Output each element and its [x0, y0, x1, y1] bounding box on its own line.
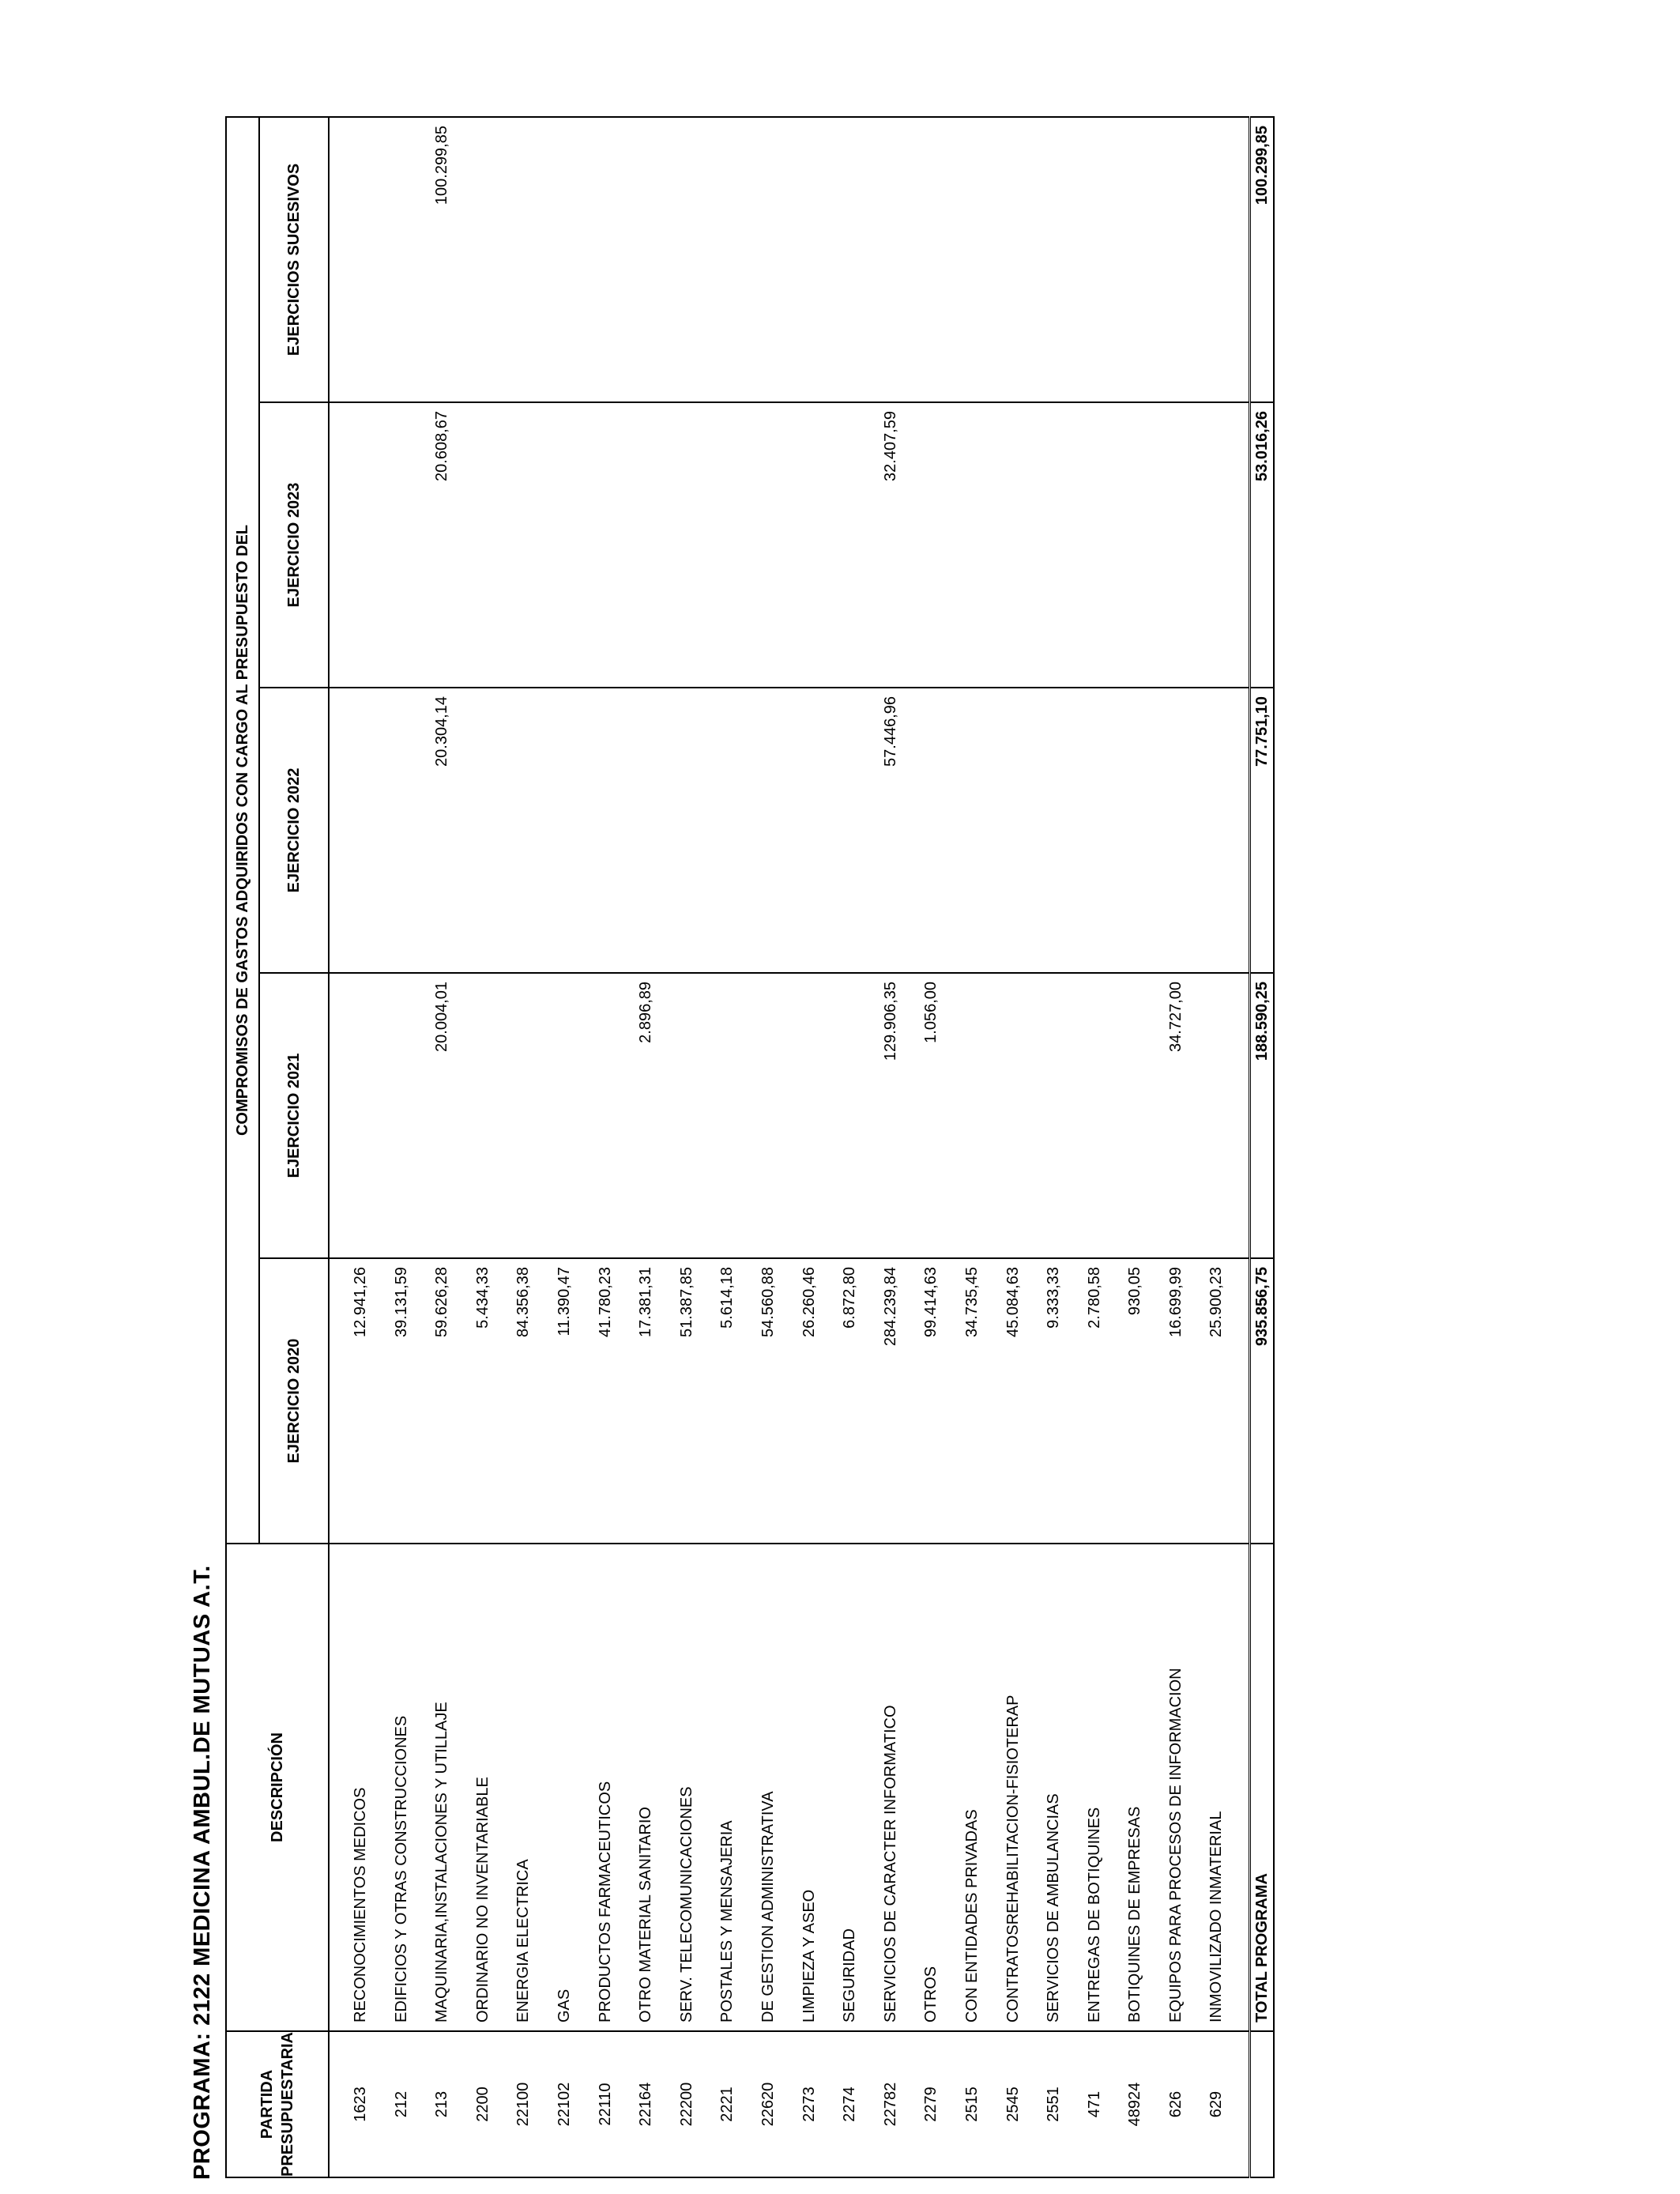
value-2021: [382, 974, 423, 1257]
value-2021: [1196, 974, 1237, 1257]
row-description: OTROS: [922, 1966, 940, 2022]
value-2021: 129.906,35: [881, 982, 899, 1061]
value-2020: 930,05: [1126, 1267, 1144, 1316]
value-sucesivos: [382, 118, 423, 401]
value-2022: [626, 688, 667, 972]
row-description: SERV. TELECOMUNICACIONES: [677, 1786, 695, 2022]
partida-code: 22200: [677, 2082, 695, 2127]
value-2023: [586, 403, 627, 687]
value-2023: [341, 403, 382, 687]
partida-code: 213: [433, 2090, 451, 2118]
row-description: CON ENTIDADES PRIVADAS: [962, 1809, 981, 2022]
value-2021: [830, 974, 871, 1257]
row-description: ORDINARIO NO INVENTARIABLE: [473, 1777, 492, 2022]
value-2021: [667, 974, 708, 1257]
value-2023: [1156, 403, 1197, 687]
value-2021: [993, 974, 1034, 1257]
row-description: DE GESTION ADMINISTRATIVA: [759, 1791, 777, 2022]
value-2021: [1075, 974, 1116, 1257]
partida-code: 629: [1207, 2090, 1226, 2118]
partida-code: 471: [1085, 2090, 1103, 2118]
value-sucesivos: [707, 118, 748, 401]
value-2023: [667, 403, 708, 687]
total-label: TOTAL PROGRAMA: [1250, 1544, 1275, 2031]
header-descripcion: DESCRIPCIÓN: [226, 1544, 329, 2031]
value-sucesivos: [993, 118, 1034, 401]
value-sucesivos: [1156, 118, 1197, 401]
partida-code: 2273: [800, 2087, 818, 2122]
value-2021: [707, 974, 748, 1257]
row-description: EQUIPOS PARA PROCESOS DE INFORMACION: [1166, 1668, 1185, 2022]
value-sucesivos: [586, 118, 627, 401]
total-code-cell: [1250, 2031, 1275, 2177]
value-2020: 6.872,80: [841, 1267, 859, 1329]
total-2022: 77.751,10: [1250, 688, 1275, 973]
value-2021: [789, 974, 831, 1257]
row-description: LIMPIEZA Y ASEO: [800, 1889, 818, 2022]
row-description: SEGURIDAD: [841, 1928, 859, 2022]
value-2022: [707, 688, 748, 972]
value-2023: [1196, 403, 1237, 687]
value-2023: [789, 403, 831, 687]
value-2023: 20.608,67: [433, 411, 451, 481]
value-sucesivos: [544, 118, 586, 401]
value-2021: [544, 974, 586, 1257]
partida-code: 22102: [555, 2082, 573, 2127]
row-description: BOTIQUINES DE EMPRESAS: [1126, 1806, 1144, 2022]
header-partida-line2: PRESUPUESTARIA: [279, 2032, 296, 2177]
total-2021: 188.590,25: [1250, 973, 1275, 1258]
row-description: PRODUCTOS FARMACEUTICOS: [596, 1781, 614, 2022]
value-2020: 5.434,33: [473, 1267, 492, 1329]
value-2023: [1034, 403, 1075, 687]
value-2022: [667, 688, 708, 972]
partida-code: 2274: [841, 2087, 859, 2122]
value-2023: [748, 403, 789, 687]
header-ejercicio-2023: EJERCICIO 2023: [259, 402, 329, 688]
value-2023: [503, 403, 544, 687]
value-sucesivos: [1075, 118, 1116, 401]
value-2020: 9.333,33: [1045, 1267, 1063, 1329]
value-sucesivos: [871, 118, 912, 401]
value-sucesivos: [911, 118, 952, 401]
ejercicio-2020-column: [329, 1258, 1237, 1544]
row-description: ENERGIA ELECTRICA: [514, 1859, 533, 2022]
value-2022: 20.304,14: [433, 696, 451, 767]
partida-code: 22164: [637, 2082, 655, 2127]
value-2022: [1196, 688, 1237, 972]
partida-code: 2221: [718, 2087, 736, 2122]
value-2021: 34.727,00: [1166, 982, 1185, 1052]
header-ejercicio-2021: EJERCICIO 2021: [259, 973, 329, 1258]
value-2022: [1156, 688, 1197, 972]
header-partida: [226, 2031, 329, 2177]
total-2023: 53.016,26: [1250, 402, 1275, 688]
value-2023: [993, 403, 1034, 687]
row-description: ENTREGAS DE BOTIQUINES: [1085, 1807, 1103, 2022]
value-sucesivos: [789, 118, 831, 401]
row-description: MAQUINARIA,INSTALACIONES Y UTILLAJE: [433, 1702, 451, 2022]
partida-code: 22782: [881, 2082, 899, 2127]
partida-code: 22100: [514, 2082, 533, 2127]
row-description: GAS: [555, 1989, 573, 2022]
value-2020: 41.780,23: [596, 1267, 614, 1337]
value-2021: [1034, 974, 1075, 1257]
value-2020: 54.560,88: [759, 1267, 777, 1337]
value-2021: [341, 974, 382, 1257]
code-column: [329, 2031, 1237, 2177]
value-2020: 284.239,84: [881, 1267, 899, 1347]
total-2020: 935.856,75: [1250, 1258, 1275, 1544]
partida-code: 48924: [1126, 2082, 1144, 2127]
value-sucesivos: [1034, 118, 1075, 401]
total-sucesivos: 100.299,85: [1250, 117, 1275, 402]
value-sucesivos: [1196, 118, 1237, 401]
value-2020: 84.356,38: [514, 1267, 533, 1337]
value-2022: [503, 688, 544, 972]
spacer-row: [1237, 117, 1250, 2177]
value-2020: 11.390,47: [555, 1267, 573, 1336]
row-description: POSTALES Y MENSAJERIA: [718, 1820, 736, 2022]
total-row: [1250, 117, 1275, 2177]
value-2020: 39.131,59: [392, 1267, 410, 1337]
value-2020: 16.699,99: [1166, 1267, 1185, 1337]
value-2023: [544, 403, 586, 687]
row-description: INMOVILIZADO INMATERIAL: [1207, 1811, 1226, 2022]
value-sucesivos: [830, 118, 871, 401]
value-2022: [544, 688, 586, 972]
value-2022: [1034, 688, 1075, 972]
value-2022: [789, 688, 831, 972]
value-2021: 1.056,00: [922, 982, 940, 1043]
value-sucesivos: 100.299,85: [433, 126, 451, 205]
value-sucesivos: [341, 118, 382, 401]
value-2022: [993, 688, 1034, 972]
ejercicio-2021-column: [329, 973, 1237, 1258]
value-2023: [382, 403, 423, 687]
value-2023: [830, 403, 871, 687]
value-2021: [748, 974, 789, 1257]
row-description: CONTRATOSREHABILITACION-FISIOTERAP: [1004, 1695, 1022, 2022]
value-2022: [586, 688, 627, 972]
value-2022: [748, 688, 789, 972]
value-2022: [341, 688, 382, 972]
value-2020: 45.084,63: [1004, 1267, 1022, 1337]
header-ejercicio-2020: EJERCICIO 2020: [259, 1258, 329, 1544]
header-ejercicios-sucesivos: EJERCICIOS SUCESIVOS: [259, 117, 329, 402]
value-2023: [952, 403, 993, 687]
ejercicios-sucesivos-column: [329, 117, 1237, 402]
ejercicio-2023-column: [329, 402, 1237, 688]
value-2020: 25.900,23: [1207, 1267, 1226, 1337]
value-2021: [586, 974, 627, 1257]
row-description: EDIFICIOS Y OTRAS CONSTRUCCIONES: [392, 1715, 410, 2022]
row-description: SERVICIOS DE AMBULANCIAS: [1045, 1793, 1063, 2022]
value-2020: 51.387,85: [677, 1267, 695, 1337]
value-sucesivos: [667, 118, 708, 401]
value-2022: [952, 688, 993, 972]
value-2022: [830, 688, 871, 972]
partida-code: 2279: [922, 2087, 940, 2122]
header-ejercicio-2022: EJERCICIO 2022: [259, 688, 329, 973]
partida-code: 1623: [352, 2087, 369, 2122]
value-2022: [1075, 688, 1116, 972]
value-2023: 32.407,59: [881, 411, 899, 481]
value-2021: [463, 974, 504, 1257]
value-2021: [503, 974, 544, 1257]
ejercicio-2022-column: [329, 688, 1237, 973]
value-sucesivos: [1115, 118, 1156, 401]
value-sucesivos: [626, 118, 667, 401]
partida-code: 22110: [596, 2083, 614, 2126]
budget-commitments-table: [225, 116, 1275, 2178]
value-2021: 20.004,01: [433, 982, 451, 1052]
program-title: PROGRAMA: 2122 MEDICINA AMBUL.DE MUTUAS A.T.: [190, 1565, 215, 2180]
value-2021: 2.896,89: [637, 982, 655, 1043]
value-2020: 17.381,31: [637, 1267, 655, 1337]
value-2020: 12.941,26: [352, 1267, 369, 1337]
row-description: SERVICIOS DE CARACTER INFORMATICO: [881, 1705, 899, 2022]
partida-code: 22620: [759, 2082, 777, 2127]
value-2023: [463, 403, 504, 687]
partida-code: 212: [392, 2090, 410, 2118]
value-2020: 99.414,63: [922, 1267, 940, 1337]
header-compromisos-group: COMPROMISOS DE GASTOS ADQUIRIDOS CON CARGO AL PRESUPUESTO DEL: [226, 117, 259, 1544]
partida-code: 2200: [473, 2087, 492, 2122]
value-2020: 59.626,28: [433, 1267, 451, 1337]
description-column: [329, 1544, 1237, 2031]
value-2023: [1075, 403, 1116, 687]
partida-code: 2545: [1004, 2087, 1022, 2122]
row-description: RECONOCIMIENTOS MEDICOS: [352, 1787, 369, 2022]
value-2020: 2.780,58: [1085, 1267, 1103, 1329]
partida-code: 626: [1166, 2090, 1185, 2118]
value-2020: 5.614,18: [718, 1267, 736, 1329]
value-2022: [382, 688, 423, 972]
value-sucesivos: [952, 118, 993, 401]
value-2021: [1115, 974, 1156, 1257]
value-2022: [1115, 688, 1156, 972]
value-sucesivos: [463, 118, 504, 401]
header-partida-line1: PARTIDA: [258, 2069, 276, 2139]
value-2023: [911, 403, 952, 687]
value-2022: 57.446,96: [881, 696, 899, 767]
value-2023: [626, 403, 667, 687]
row-description: OTRO MATERIAL SANITARIO: [637, 1807, 655, 2022]
partida-code: 2551: [1045, 2087, 1063, 2122]
value-2023: [707, 403, 748, 687]
value-2020: 34.735,45: [962, 1267, 981, 1337]
value-2020: 26.260,46: [800, 1267, 818, 1337]
value-sucesivos: [748, 118, 789, 401]
value-2022: [463, 688, 504, 972]
value-sucesivos: [503, 118, 544, 401]
value-2021: [952, 974, 993, 1257]
value-2023: [1115, 403, 1156, 687]
value-2022: [911, 688, 952, 972]
partida-code: 2515: [962, 2087, 981, 2122]
